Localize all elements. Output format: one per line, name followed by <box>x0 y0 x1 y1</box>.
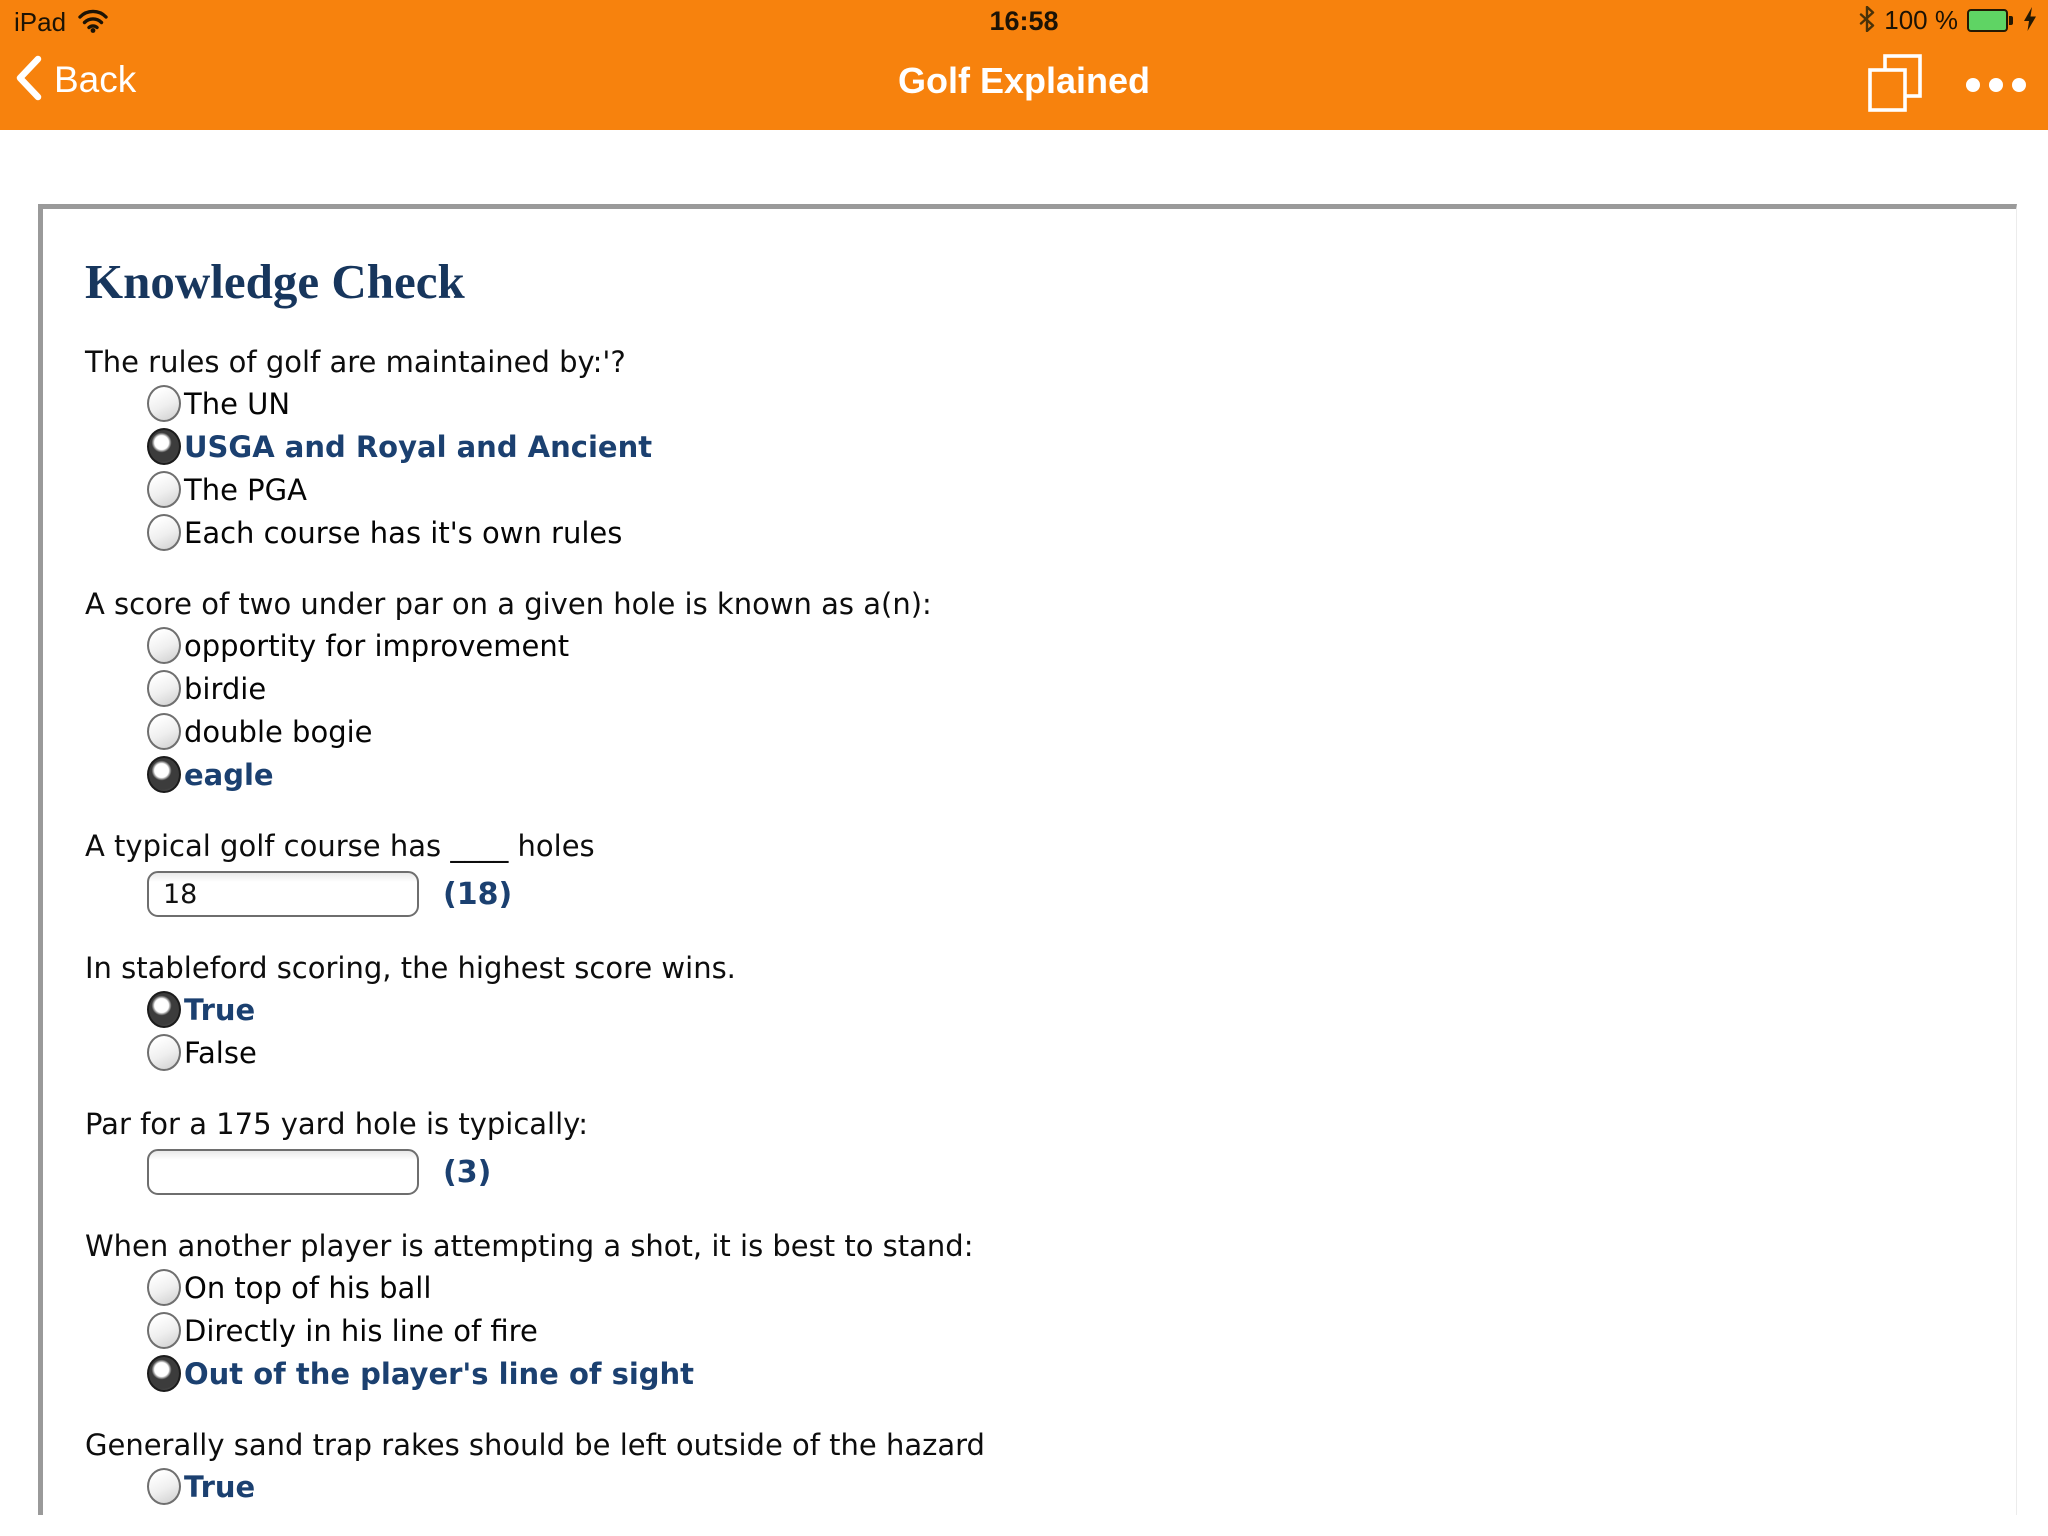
option-label: Each course has it's own rules <box>184 515 623 550</box>
radio-button[interactable] <box>147 1269 181 1306</box>
more-ellipsis-icon[interactable] <box>1966 78 2026 92</box>
option-label: birdie <box>184 671 267 706</box>
radio-option[interactable] <box>147 624 1986 667</box>
question-5 <box>85 1104 1986 1196</box>
question-4 <box>85 948 1986 1074</box>
radio-button[interactable] <box>147 1034 181 1071</box>
radio-option[interactable] <box>147 710 1986 753</box>
option-label: The PGA <box>184 472 307 507</box>
quiz-heading: Knowledge Check <box>85 254 465 309</box>
question-1 <box>85 342 1986 554</box>
option-label: Directly in his line of fire <box>184 1313 538 1348</box>
charging-icon <box>2022 6 2038 36</box>
radio-option[interactable] <box>147 425 1986 468</box>
option-label: USGA and Royal and Ancient <box>184 429 653 464</box>
question-label: A typical golf course has ____ holes <box>85 829 595 863</box>
radio-option[interactable] <box>147 753 1986 796</box>
radio-button[interactable] <box>147 670 181 707</box>
answer-input[interactable] <box>147 871 419 917</box>
answer-hint: (3) <box>443 1154 492 1190</box>
radio-option[interactable] <box>147 1352 1986 1395</box>
radio-option[interactable] <box>147 667 1986 710</box>
option-label: The UN <box>184 386 291 421</box>
option-label: double bogie <box>184 714 373 749</box>
radio-button[interactable] <box>147 1468 181 1505</box>
option-label: False <box>184 1035 257 1070</box>
question-label: When another player is attempting a shot, it is best to stand: <box>85 1229 974 1263</box>
question-label: Generally sand trap rakes should be left outside of the hazard <box>85 1428 985 1462</box>
option-label: opportity for improvement <box>184 628 570 663</box>
radio-button-selected[interactable] <box>147 991 181 1028</box>
question-label: The rules of golf are maintained by:'? <box>85 345 626 379</box>
question-label: In stableford scoring, the highest score wins. <box>85 951 736 985</box>
battery-percent-label: 100 % <box>1884 5 1958 35</box>
question-label: A score of two under par on a given hole is known as a(n): <box>85 587 932 621</box>
option-label: True <box>184 1469 256 1504</box>
radio-option[interactable] <box>147 1465 1986 1508</box>
carrier-label: iPad <box>14 7 67 37</box>
radio-option[interactable] <box>147 1309 1986 1352</box>
status-bar <box>0 0 2048 38</box>
question-label: Par for a 175 yard hole is typically: <box>85 1107 588 1141</box>
radio-button[interactable] <box>147 471 181 508</box>
radio-button[interactable] <box>147 1312 181 1349</box>
radio-option[interactable] <box>147 1266 1986 1309</box>
answer-input[interactable] <box>147 1149 419 1195</box>
radio-button[interactable] <box>147 514 181 551</box>
quiz-panel <box>38 204 2017 1515</box>
radio-button[interactable] <box>147 713 181 750</box>
question-6 <box>85 1226 1986 1395</box>
radio-button-selected[interactable] <box>147 1355 181 1392</box>
bluetooth-icon <box>1859 6 1875 36</box>
page-title: Golf Explained <box>897 60 1151 101</box>
radio-option[interactable] <box>147 468 1986 511</box>
question-7 <box>85 1425 1986 1508</box>
tabs-icon[interactable] <box>1866 52 1924 118</box>
radio-option[interactable] <box>147 1031 1986 1074</box>
option-label: True <box>184 992 256 1027</box>
radio-button-selected[interactable] <box>147 756 181 793</box>
option-label: Out of the player's line of sight <box>184 1356 695 1391</box>
app-header <box>0 0 2048 130</box>
clock-label: 16:58 <box>989 6 1059 36</box>
radio-button[interactable] <box>147 385 181 422</box>
option-label: eagle <box>184 757 274 792</box>
option-label: On top of his ball <box>184 1270 432 1305</box>
radio-button-selected[interactable] <box>147 428 181 465</box>
battery-icon <box>1967 9 2013 32</box>
answer-hint: (18) <box>443 876 513 912</box>
back-button-label: Back <box>54 59 137 100</box>
navigation-bar <box>0 38 2048 130</box>
radio-button[interactable] <box>147 627 181 664</box>
radio-option[interactable] <box>147 511 1986 554</box>
question-2 <box>85 584 1986 796</box>
radio-option[interactable] <box>147 988 1986 1031</box>
radio-option[interactable] <box>147 382 1986 425</box>
question-3 <box>85 826 1986 918</box>
